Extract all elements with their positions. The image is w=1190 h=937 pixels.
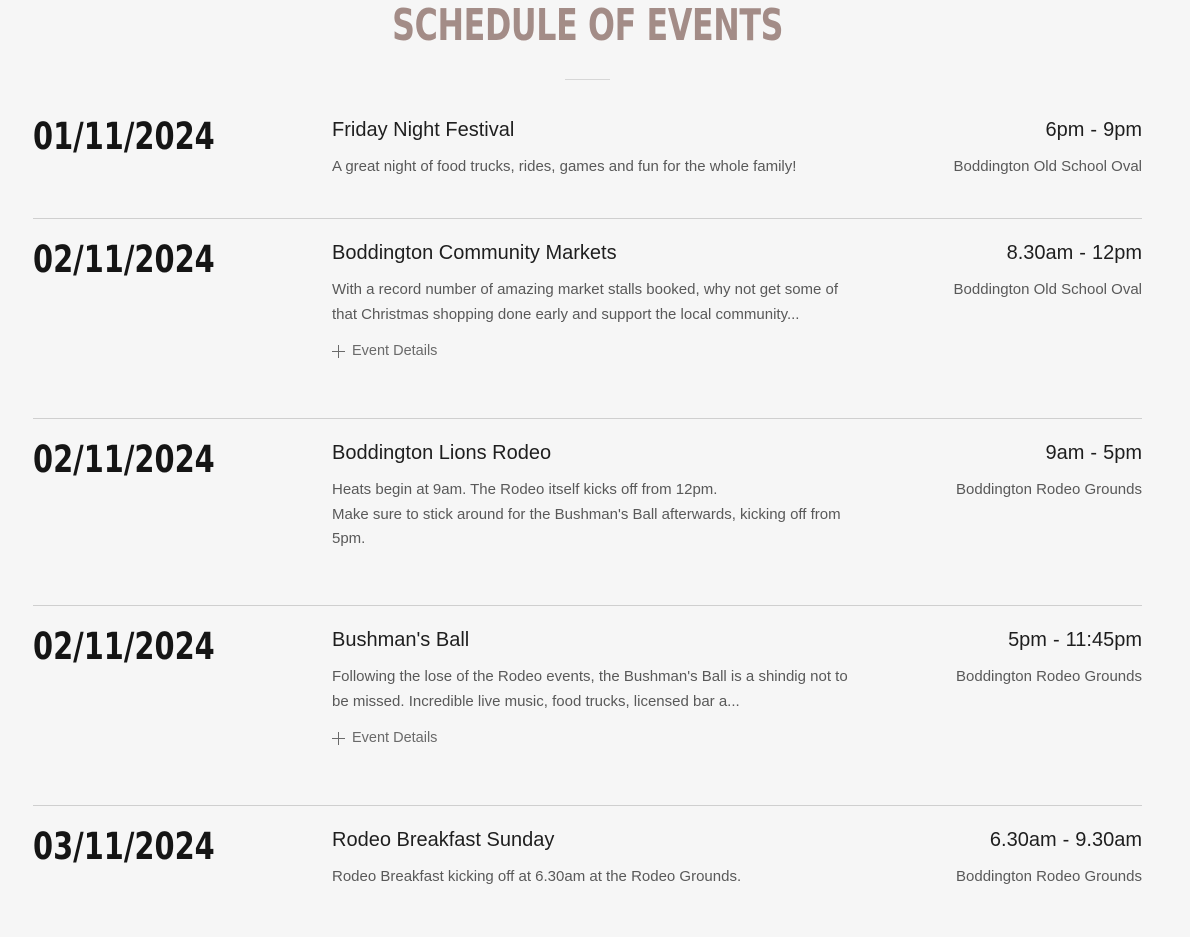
event-info xyxy=(332,827,852,890)
event-info xyxy=(332,627,852,750)
event-time xyxy=(954,117,1142,143)
event-date: 02/11/2024 xyxy=(33,238,215,281)
event-venue: Boddington Old School Oval xyxy=(953,158,1142,175)
event-row xyxy=(33,606,1142,806)
event-time-separator: - xyxy=(1090,442,1098,464)
event-venue: Boddington Old School Oval xyxy=(953,281,1142,298)
event-time-start: 5pm xyxy=(1008,629,1047,651)
event-details-toggle[interactable] xyxy=(332,341,437,361)
event-title: Rodeo Breakfast Sunday xyxy=(332,829,555,851)
event-description-line: Rodeo Breakfast kicking off at 6.30am at the Rodeo Grounds. xyxy=(332,868,742,885)
event-time-separator: - xyxy=(1079,242,1086,264)
event-details-label: Event Details xyxy=(352,343,438,359)
event-meta xyxy=(956,827,1142,890)
event-info xyxy=(332,440,852,552)
event-time xyxy=(956,627,1142,653)
event-row xyxy=(33,419,1142,606)
event-time-separator: - xyxy=(1090,119,1098,141)
event-description xyxy=(332,155,852,180)
event-description xyxy=(332,665,852,714)
event-venue: Boddington Rodeo Grounds xyxy=(956,481,1142,498)
event-date: 02/11/2024 xyxy=(33,625,215,668)
event-time-end: 11:45pm xyxy=(1065,629,1142,651)
event-venue: Boddington Rodeo Grounds xyxy=(956,668,1142,685)
event-time-end: 9.30am xyxy=(1075,829,1142,851)
event-date: 03/11/2024 xyxy=(33,825,215,868)
event-title: Boddington Lions Rodeo xyxy=(332,442,552,464)
event-meta xyxy=(956,627,1142,690)
events-list xyxy=(33,96,1142,936)
page-title: SCHEDULE OF EVENTS xyxy=(392,0,784,51)
event-description-line: Make sure to stick around for the Bushman's Ball afterwards, kicking off from 5pm. xyxy=(332,505,841,547)
event-meta xyxy=(956,440,1142,503)
event-time-start: 6.30am xyxy=(989,829,1057,851)
event-time xyxy=(956,827,1142,853)
event-description xyxy=(332,478,852,552)
event-date: 02/11/2024 xyxy=(33,438,215,481)
event-row xyxy=(33,219,1142,419)
plus-icon xyxy=(332,732,345,745)
event-details-label: Event Details xyxy=(352,730,438,746)
event-title: Friday Night Festival xyxy=(332,119,515,141)
event-time xyxy=(956,440,1142,466)
event-meta xyxy=(954,240,1142,303)
event-details-toggle[interactable] xyxy=(332,728,437,748)
event-description xyxy=(332,278,852,327)
event-time-separator: - xyxy=(1052,629,1060,651)
event-time-end: 5pm xyxy=(1103,442,1142,464)
event-description xyxy=(332,865,852,890)
event-info xyxy=(332,117,852,180)
event-venue: Boddington Rodeo Grounds xyxy=(956,868,1142,885)
event-time-start: 6pm xyxy=(1045,119,1085,141)
event-description-line: A great night of food trucks, rides, games and fun for the whole family! xyxy=(332,158,797,175)
event-time xyxy=(954,240,1142,266)
event-title: Boddington Community Markets xyxy=(332,242,617,264)
event-description-line: Heats begin at 9am. The Rodeo itself kicks off from 12pm. xyxy=(332,481,718,498)
event-time-start: 8.30am xyxy=(1006,242,1074,264)
event-time-start: 9am xyxy=(1045,442,1085,464)
event-description-line: Following the lose of the Rodeo events, the Bushman's Ball is a shindig not to be missed. Incredible live music, food trucks, licensed bar a... xyxy=(332,668,848,710)
title-divider xyxy=(565,79,610,80)
plus-icon xyxy=(332,345,345,358)
event-time-end: 9pm xyxy=(1103,119,1142,141)
event-meta xyxy=(954,117,1142,180)
event-time-separator: - xyxy=(1062,829,1070,851)
event-row xyxy=(33,806,1142,936)
event-date: 01/11/2024 xyxy=(33,115,215,158)
event-time-end: 12pm xyxy=(1091,242,1142,264)
event-title: Bushman's Ball xyxy=(332,629,470,651)
event-row xyxy=(33,96,1142,219)
event-info xyxy=(332,240,852,363)
event-description-line: With a record number of amazing market stalls booked, why not get some of that Christmas shopping done early and support the local community... xyxy=(332,281,839,323)
